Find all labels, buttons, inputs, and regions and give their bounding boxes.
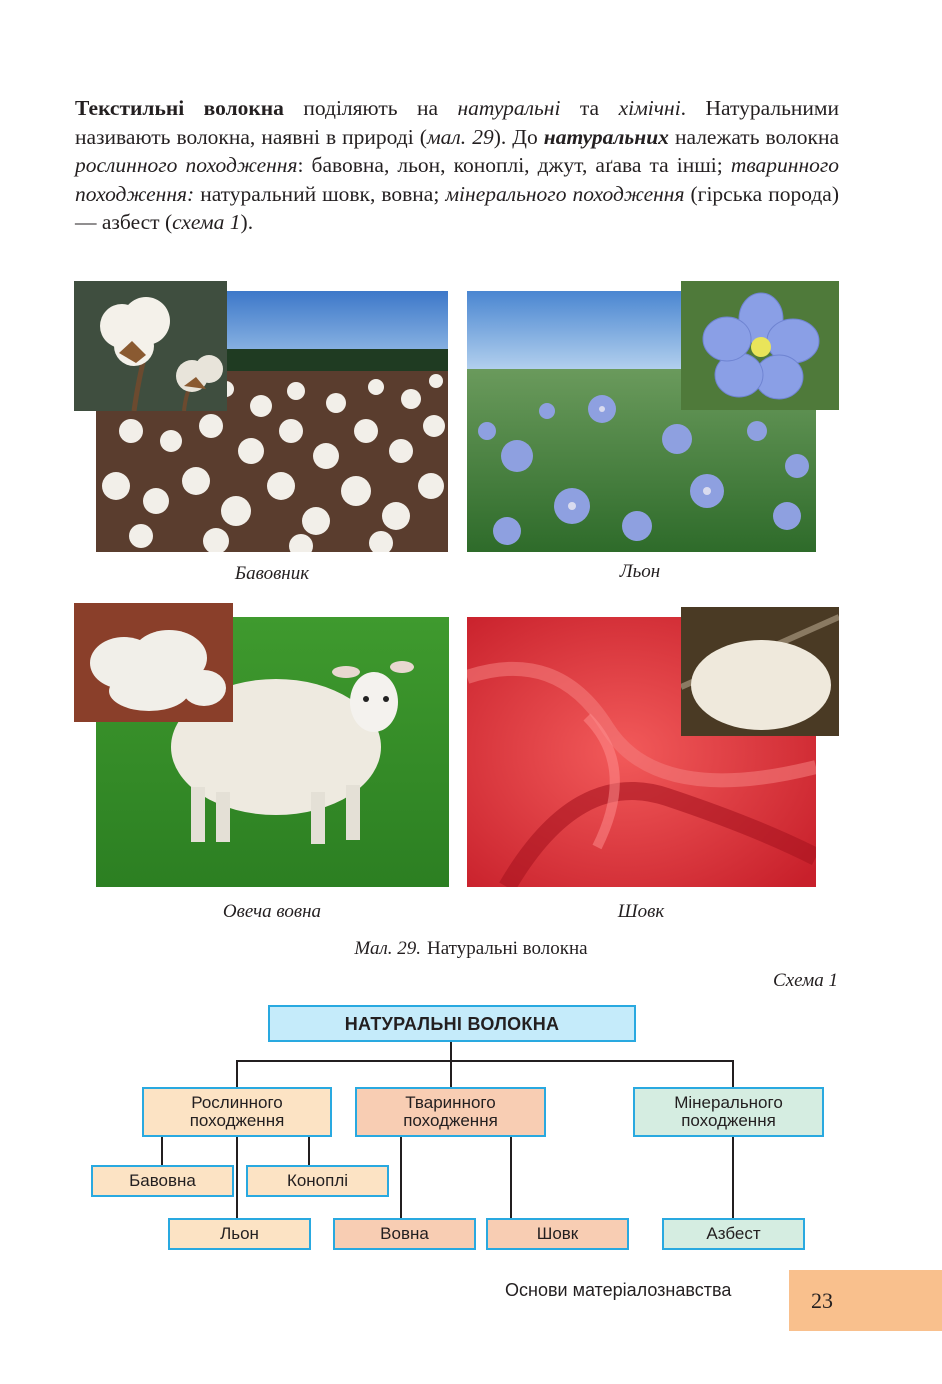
- silk-cocoon-closeup: [681, 607, 839, 736]
- scheme-mineral-origin: Мінерального походження: [633, 1087, 824, 1137]
- connector: [400, 1136, 402, 1220]
- term-natural: натуральних: [543, 124, 669, 149]
- scheme-label: Схема 1: [773, 970, 838, 991]
- connector: [450, 1060, 452, 1088]
- scheme-root-box: НАТУРАЛЬНІ ВОЛОКНА: [268, 1005, 636, 1042]
- scheme-asbestos: Азбест: [662, 1218, 805, 1250]
- connector: [732, 1060, 734, 1088]
- wool-fiber-closeup: [74, 603, 233, 722]
- caption-flax: Льон: [619, 561, 661, 582]
- scheme-hemp: Коноплі: [246, 1165, 389, 1197]
- connector: [236, 1060, 238, 1088]
- page-number: 23: [789, 1270, 942, 1331]
- figure-caption: [0, 938, 942, 960]
- caption-cotton: Бавовник: [234, 563, 310, 584]
- intro-paragraph: Текстильні волокна поділяють на натуральні та хімічні. Натуральними називають волокна, наявні в природі (мал. 29). До натуральних належать волокна рослинного походження: бавовна, льон, коноплі, джут, аґава та інші; тваринного походження: натуральний шовк, вовна; мінерального походження (гірська порода) — азбест (схема 1).: [75, 96, 840, 234]
- connector: [161, 1136, 163, 1166]
- scheme-animal-origin: Тваринного походження: [355, 1087, 546, 1137]
- scheme-silk: Шовк: [486, 1218, 629, 1250]
- connector: [510, 1136, 512, 1220]
- scheme-cotton: Бавовна: [91, 1165, 234, 1197]
- figure-label: Мал. 29.: [354, 938, 421, 959]
- connector: [732, 1136, 734, 1220]
- flax-flower-closeup: [681, 281, 839, 410]
- figure-text: Натуральні волокна: [427, 938, 588, 959]
- connector: [450, 1041, 452, 1062]
- scheme-plant-origin: Рослинного походження: [142, 1087, 332, 1137]
- caption-silk: Шовк: [617, 901, 665, 922]
- term-textile-fibers: Текстильні волокна: [75, 96, 284, 120]
- connector: [236, 1060, 734, 1062]
- connector: [308, 1136, 310, 1166]
- footer-book-title: Основи матеріалознавства: [505, 1280, 732, 1300]
- connector: [236, 1136, 238, 1220]
- scheme-flax: Льон: [168, 1218, 311, 1250]
- caption-wool: Овеча вовна: [222, 901, 322, 922]
- scheme-wool: Вовна: [333, 1218, 476, 1250]
- cotton-boll-closeup: [74, 281, 227, 411]
